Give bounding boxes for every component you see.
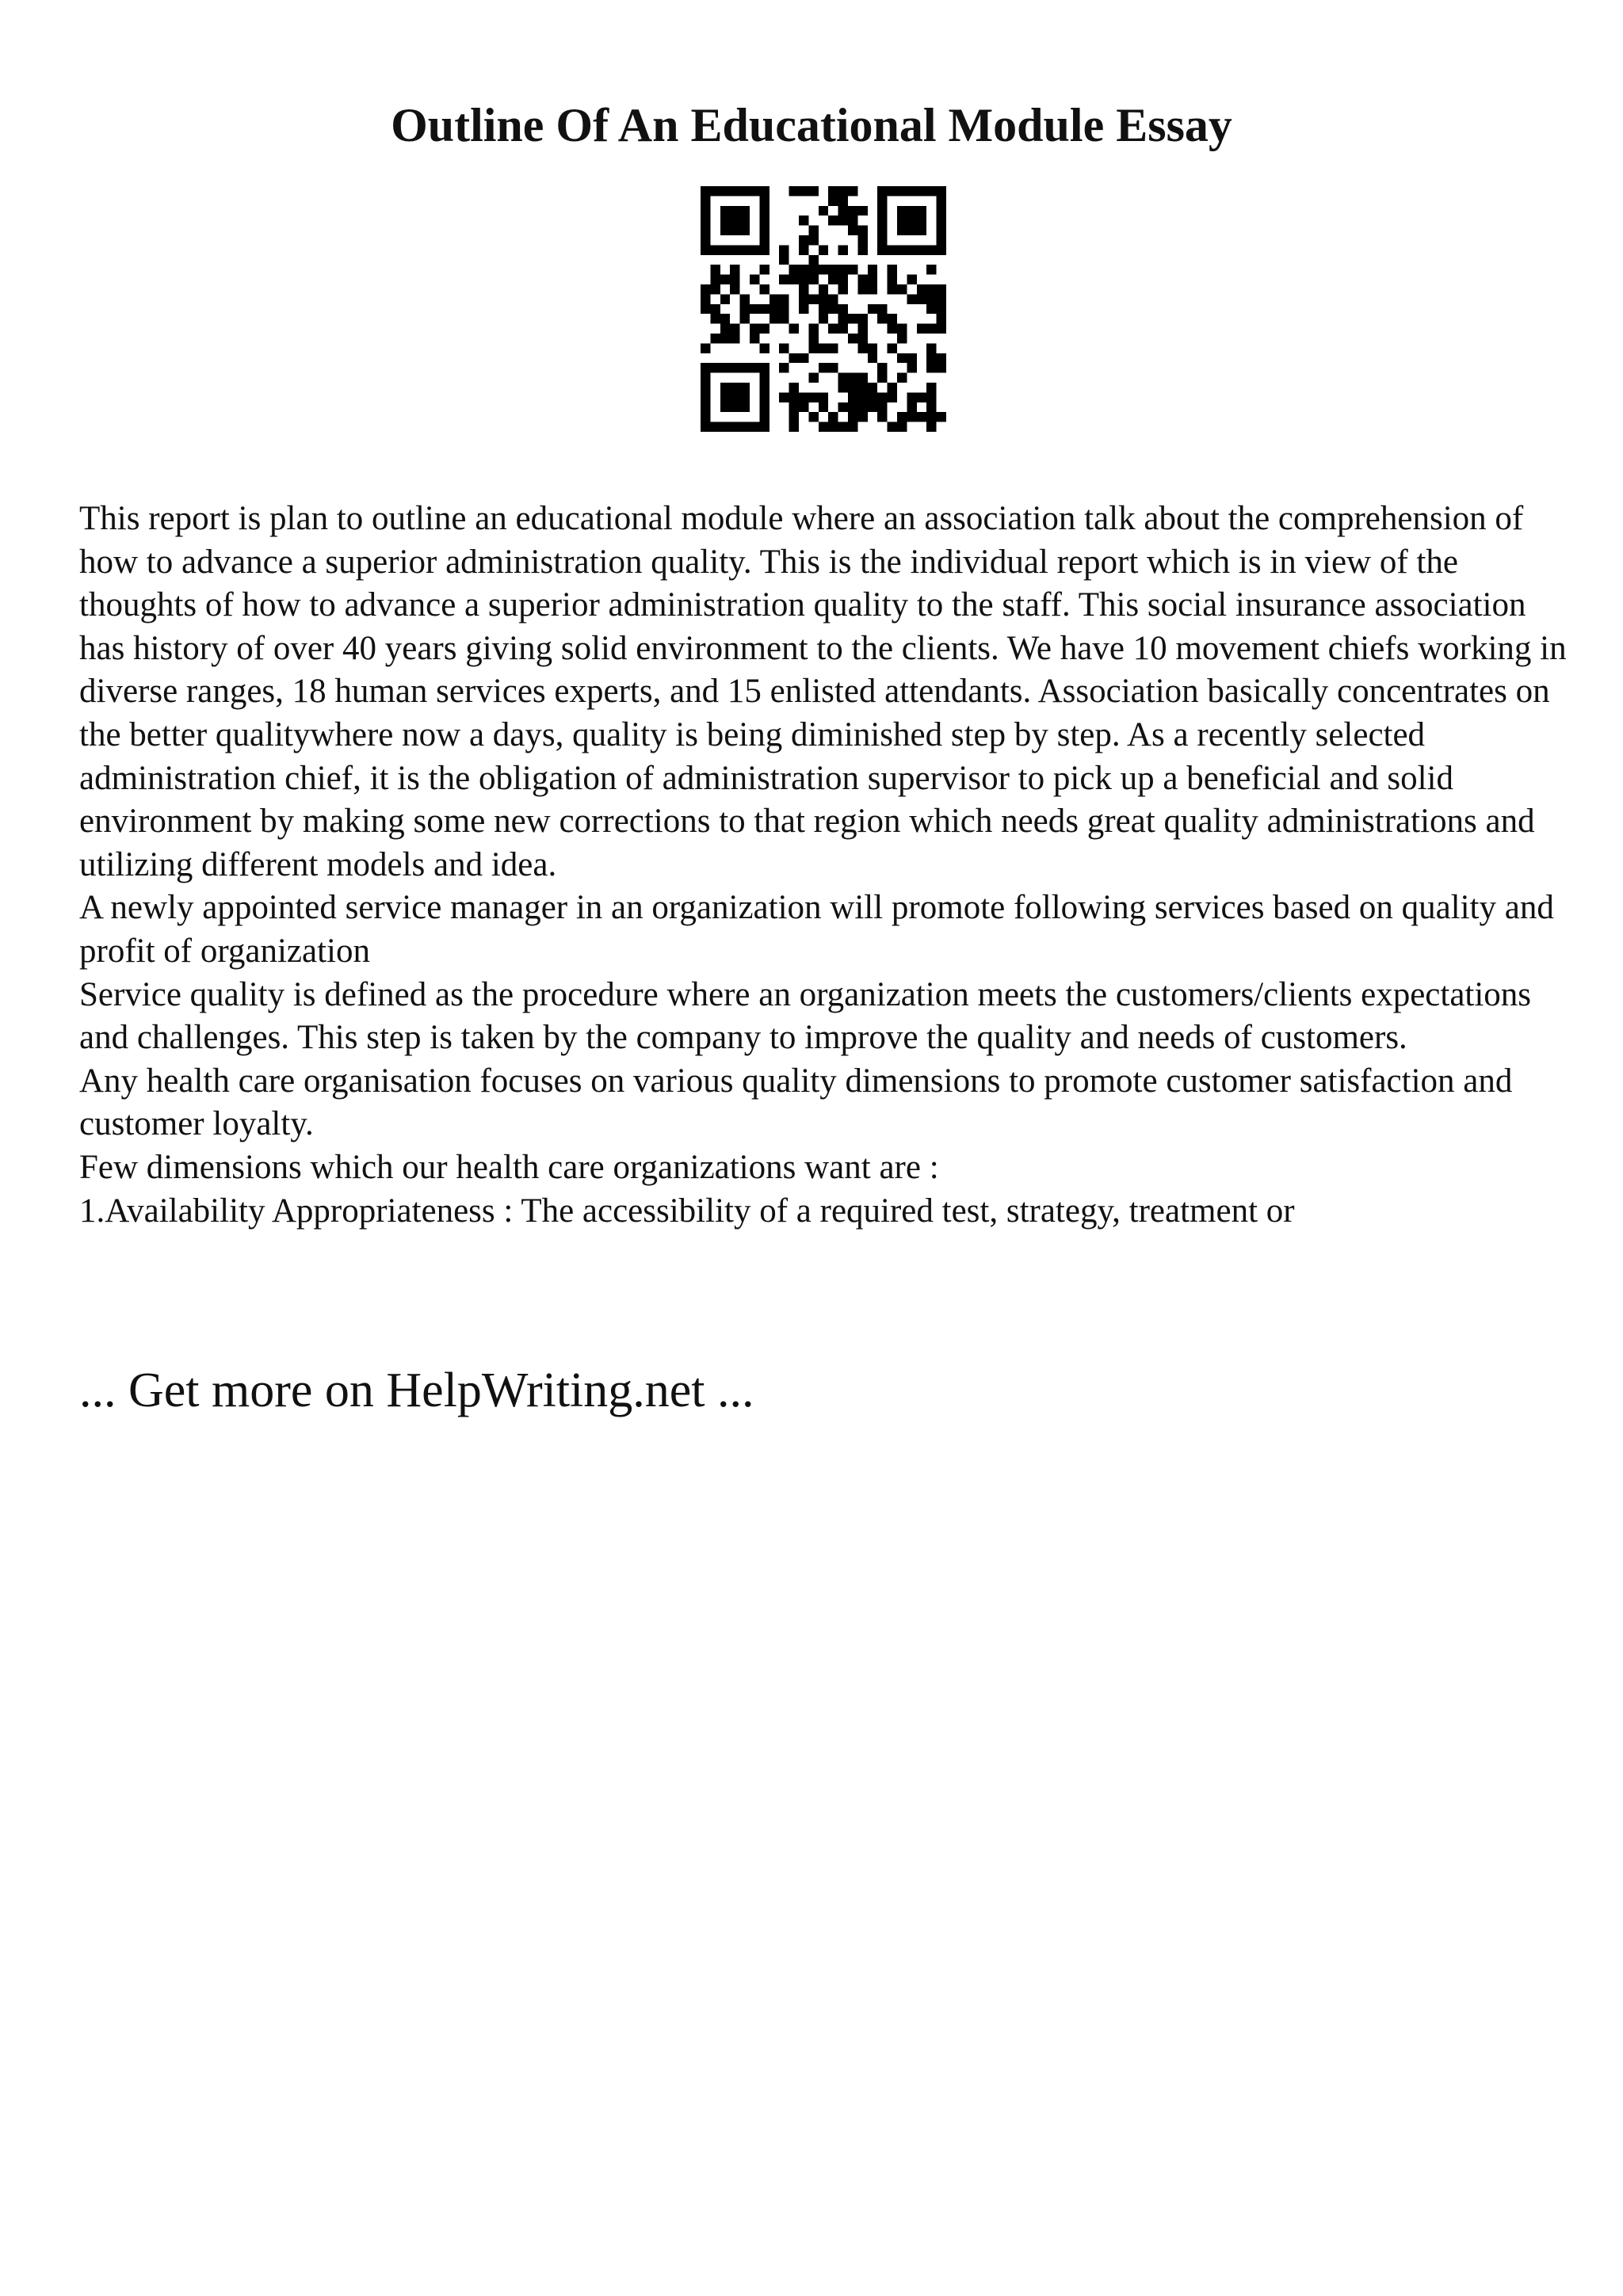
- paragraph-2: A newly appointed service manager in an organization will promote following services based on quality and profit of organization: [79, 889, 1554, 970]
- paragraph-4: Any health care organisation focuses on various quality dimensions to promote customer satisfaction and customer loyalty.: [79, 1062, 1513, 1143]
- paragraph-1: This report is plan to outline an educational module where an association talk about the comprehension of how to advance a superior administration quality. This is the individual report which is in view of the thoughts of how to advance a superior administration quality to the staff. This social insurance association has history of over 40 years giving solid environment to the clients. We have 10 movement chiefs working in diverse ranges, 18 human services experts, and 15 enlisted attendants. Association basically concentrates on the better qualitywhere now a days, quality is being diminished step by step. As a recently selected administration chief, it is the obligation of administration supervisor to pick up a beneficial and solid environment by making some new corrections to that region which needs great quality administrations and utilizing different models and idea.: [79, 500, 1567, 883]
- document-title: Outline Of An Educational Module Essay: [391, 99, 1232, 151]
- paragraph-3: Service quality is defined as the procedure where an organization meets the customers/clients expectations and challenges. This step is taken by the company to improve the quality and needs of customers.: [79, 975, 1532, 1057]
- qr-code-icon[interactable]: [701, 186, 946, 432]
- paragraph-6: 1.Availability Appropriateness : The accessibility of a required test, strategy, treatment or: [79, 1192, 1295, 1230]
- get-more-link[interactable]: ... Get more on HelpWriting.net ...: [79, 1363, 754, 1417]
- paragraph-5: Few dimensions which our health care organizations want are :: [79, 1148, 939, 1186]
- document-body: [79, 498, 1569, 1233]
